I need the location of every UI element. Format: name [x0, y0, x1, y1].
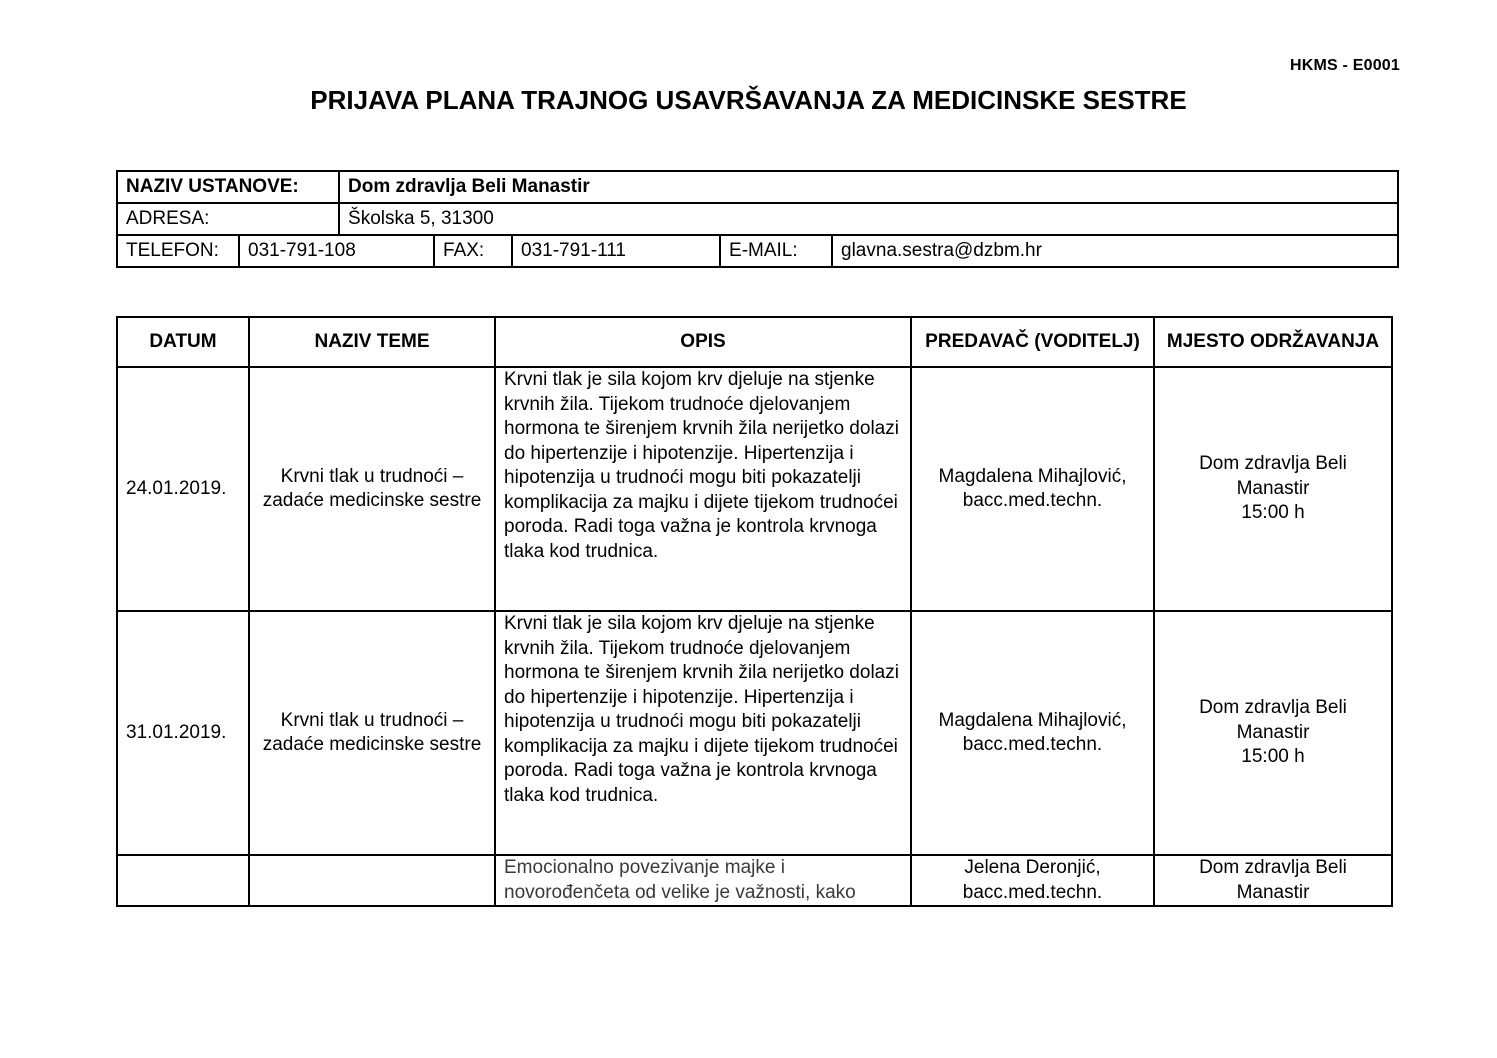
- row-place: Dom zdravlja Beli Manastir: [1199, 697, 1347, 743]
- row-description: Krvni tlak je sila kojom krv djeluje na stjenke krvnih žila. Tijekom trudnoće djelovanjem hormona te širenjem krvnih žila nerijetko dolazi do hipertenzije i hipotenzije. Hipertenzija i hipotenzija u trudnoći mogu biti pokazatelji komplikacija za majku i dijete tijekom trudnoćei poroda. Radi toga važna je kontrola krvnoga tlaka kod trudnica.: [495, 367, 911, 611]
- page-title: PRIJAVA PLANA TRAJNOG USAVRŠAVANJA ZA MEDICINSKE SESTRE: [310, 85, 1187, 115]
- row-topic: Krvni tlak u trudnoći – zadaće medicinske sestre: [249, 611, 495, 855]
- row-lecturer: Magdalena Mihajlović, bacc.med.techn.: [911, 367, 1154, 611]
- email-value: glavna.sestra@dzbm.hr: [832, 235, 1398, 267]
- column-header-date: DATUM: [117, 317, 249, 367]
- row-place-cell: [1154, 367, 1392, 611]
- form-code: HKMS - E0001: [1290, 57, 1400, 74]
- phone-value: 031-791-108: [239, 235, 434, 267]
- institution-address-row: [117, 203, 1398, 235]
- institution-name-value: Dom zdravlja Beli Manastir: [339, 171, 1398, 203]
- row-topic: [249, 855, 495, 906]
- address-value: Školska 5, 31300: [339, 203, 1398, 235]
- row-description: Emocionalno povezivanje majke i novorođenčeta od velike je važnosti, kako: [495, 855, 911, 906]
- phone-label: TELEFON:: [117, 235, 239, 267]
- institution-contact-row: [117, 235, 1398, 267]
- column-header-place: MJESTO ODRŽAVANJA: [1154, 317, 1392, 367]
- row-lecturer: Jelena Deronjić, bacc.med.techn.: [911, 855, 1154, 906]
- email-label: E-MAIL:: [720, 235, 832, 267]
- row-description: Krvni tlak je sila kojom krv djeluje na stjenke krvnih žila. Tijekom trudnoće djelovanjem hormona te širenjem krvnih žila nerijetko dolazi do hipertenzije i hipotenzije. Hipertenzija i hipotenzija u trudnoći mogu biti pokazatelji komplikacija za majku i dijete tijekom trudnoćei poroda. Radi toga važna je kontrola krvnoga tlaka kod trudnica.: [495, 611, 911, 855]
- institution-name-row: [117, 171, 1398, 203]
- row-time: 15:00 h: [1241, 502, 1305, 524]
- row-time: 15:00 h: [1241, 746, 1305, 768]
- address-label: ADRESA:: [117, 203, 339, 235]
- column-header-topic: NAZIV TEME: [249, 317, 495, 367]
- table-row: [117, 855, 1392, 906]
- column-header-lecturer: PREDAVAČ (VODITELJ): [911, 317, 1154, 367]
- fax-label: FAX:: [434, 235, 512, 267]
- row-place: Dom zdravlja Beli Manastir: [1199, 453, 1347, 499]
- row-topic: Krvni tlak u trudnoći – zadaće medicinske sestre: [249, 367, 495, 611]
- table-row: [117, 367, 1392, 611]
- schedule-table: [116, 316, 1393, 907]
- row-date: 31.01.2019.: [117, 611, 249, 855]
- fax-value: 031-791-111: [512, 235, 720, 267]
- row-place: Dom zdravlja Beli Manastir: [1154, 855, 1392, 906]
- row-place-cell: [1154, 611, 1392, 855]
- institution-info-table: [116, 170, 1399, 268]
- schedule-header-row: [117, 317, 1392, 367]
- column-header-description: OPIS: [495, 317, 911, 367]
- institution-name-label: NAZIV USTANOVE:: [117, 171, 339, 203]
- row-lecturer: Magdalena Mihajlović, bacc.med.techn.: [911, 611, 1154, 855]
- table-row: [117, 611, 1392, 855]
- row-date: [117, 855, 249, 906]
- row-date: 24.01.2019.: [117, 367, 249, 611]
